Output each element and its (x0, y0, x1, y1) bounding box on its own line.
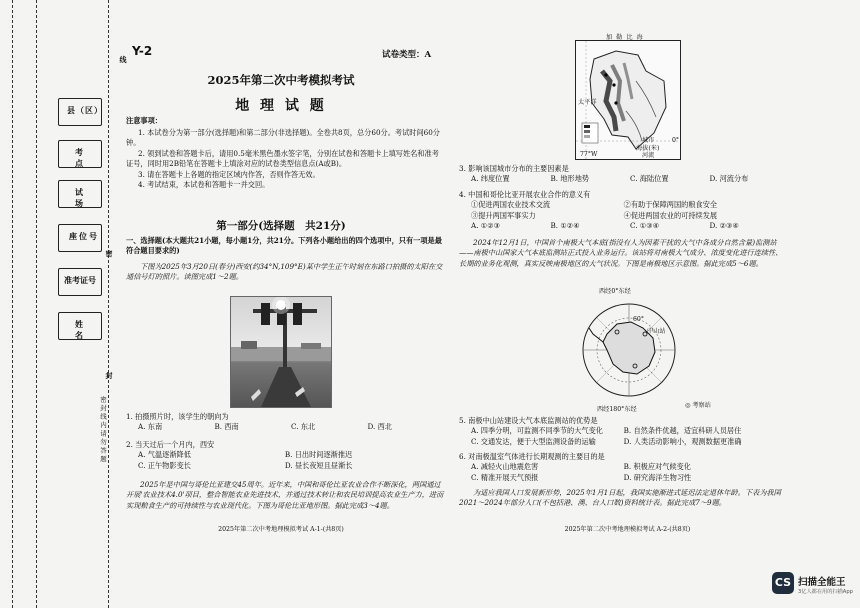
question-stem: 2. 当天过后一个月内，西安 (126, 440, 215, 449)
binding-dash-line (108, 0, 109, 608)
option-a[interactable]: A. 纬度位置 (471, 174, 510, 184)
option-a[interactable]: A. 气温逐渐降低 (138, 450, 191, 460)
question-options (126, 450, 444, 471)
legend-elevation: 海拔(米) (636, 145, 660, 152)
question-stem: 5. 南极中山站建设大气本底监测站的优势是 (459, 416, 598, 425)
notes-list (126, 128, 442, 191)
binding-dash-line (12, 0, 13, 608)
watermark-subtitle: 3亿人都在用的扫描App (798, 589, 853, 595)
option-b[interactable]: B. 地形地势 (550, 174, 590, 184)
passage-3-4: 2025年是中国与哥伦比亚建交45周年。近年来，中国和哥伦比亚农业合作不断深化，两国通过开展'农业技术4.0'项目，整合智能农业先进技术，并通过技术转让和农民培训提高农业生产力，进而实现粮食生产的可持续性与农业现代化。下图为哥伦比亚地形图。据此完成3～4题。 (126, 480, 444, 510)
label-longitude: 77°W (580, 151, 598, 158)
field-exam-site[interactable]: 考点 (58, 140, 102, 168)
option-b[interactable]: B. 积极应对气候变化 (623, 462, 691, 472)
scanner-watermark (772, 572, 858, 602)
label-caribbean: 加勒比海 (606, 34, 647, 41)
mark-secret: 密 (105, 250, 114, 259)
question-stem: 6. 对南极温室气体进行长期观测的主要目的是 (459, 452, 605, 461)
option-d[interactable]: D. 人类活动影响小，观测数据更准确 (623, 436, 742, 446)
option-c[interactable]: C. 交通发达，便于大型监测设备的运输 (471, 436, 596, 446)
option-d[interactable]: D. 河流分布 (709, 174, 749, 184)
label-meridian-0: 西经0°东经 (599, 288, 631, 295)
option-c[interactable]: C. 东北 (291, 422, 316, 432)
question-1 (126, 412, 444, 433)
antarctica-map-icon (573, 294, 685, 406)
seal-warning: 密封线内请勿答题 (99, 396, 107, 464)
field-county[interactable]: 县（区） (58, 98, 102, 126)
photo-intro: 下图为2025年3月20日(春分)西安(约34°N,109°E)某中学生正午时刻在东路口拍摄的太阳在交通信号灯的照片。读图完成1～2题。 (126, 262, 443, 282)
question-2 (126, 440, 444, 471)
statement: ②有助于保障两国的粮食安全 (623, 200, 718, 210)
option-d[interactable]: D. ②③④ (709, 221, 739, 231)
note-item: 1. 本试卷分为第一部分(选择题)和第二部分(非选择题)。全卷共8页，总分60分。考试时间60分钟。 (126, 128, 440, 148)
label-meridian-180: 西经180°东经 (597, 406, 637, 413)
question-4 (459, 190, 789, 232)
note-item: 3. 请在答题卡上各题的指定区域内作答，否则作答无效。 (138, 169, 320, 179)
colombia-terrain-map (575, 34, 681, 160)
page-footer-left: 2025年第二次中考地理模拟考试 A-1-(共8页) (218, 526, 344, 533)
question-options (459, 221, 789, 231)
passage-5-6: 2024年12月1日，中国首个南极大气本底(指没有人为因素干扰的大气中各成分自然含量)监测站——南极中山国家大气本底监测站正式投入业务运行。该站将对南极大气成分、浓度变化进行连续性、长期的业务化观测，真实反映南极地区的大气状况。下图是南极地区示意图。据此完成5～6题。 (459, 238, 783, 268)
statement: ④促进两国农业的可持续发展 (623, 210, 718, 220)
question-options (126, 422, 444, 432)
option-c[interactable]: C. 海陆位置 (630, 174, 669, 184)
option-c[interactable]: C. 正午物影变长 (138, 460, 191, 470)
paper-type: 试卷类型：A (382, 50, 432, 60)
question-stem: 3. 影响该国城市分布的主要因素是 (459, 164, 569, 173)
field-exam-room[interactable]: 试场 (58, 180, 102, 208)
legend-station: ◎ 考察站 (685, 402, 711, 409)
statement: ③提升两国军事实力 (471, 210, 536, 220)
option-d[interactable]: D. 昼长夜短且昼渐长 (284, 460, 353, 470)
option-a[interactable]: A. ①②③ (471, 221, 501, 231)
question-options (459, 462, 789, 483)
label-zhongshan: 中山站 (647, 328, 666, 335)
option-c[interactable]: C. ①③④ (630, 221, 660, 231)
label-equator: 0° (672, 137, 680, 144)
option-d[interactable]: D. 研究海洋生物习性 (623, 472, 692, 482)
binding-dash-line (36, 0, 37, 608)
field-seat-number[interactable]: 座位号 (58, 224, 102, 252)
mark-line: 线 (119, 56, 128, 65)
notes-title: 注意事项： (126, 116, 162, 125)
legend-city: 城市 (642, 137, 655, 144)
mark-seal: 封 (105, 372, 114, 381)
option-b[interactable]: B. ①②④ (550, 221, 580, 231)
label-pacific: 太平洋 (578, 99, 597, 106)
watermark-name: 扫描全能王 (798, 577, 846, 588)
antarctica-polar-map (573, 288, 711, 413)
field-admission-number[interactable]: 准考证号 (58, 268, 102, 296)
traffic-light-photo (230, 296, 332, 408)
page-right (455, 0, 800, 608)
binding-strip (0, 0, 128, 608)
label-lat-60: 60° (633, 316, 644, 323)
question-6 (459, 452, 789, 483)
paper-code: Y-2 (132, 44, 153, 58)
note-item: 4. 考试结束，本试卷和答题卡一并交回。 (138, 180, 270, 190)
field-name[interactable]: 姓名 (58, 312, 102, 340)
question-options (459, 426, 789, 447)
option-c[interactable]: C. 精准开展天气预报 (471, 472, 539, 482)
option-d[interactable]: D. 西北 (367, 422, 392, 432)
option-a[interactable]: A. 四季分明，可监测不同季节的大气变化 (471, 426, 603, 436)
option-b[interactable]: B. 西南 (214, 422, 239, 432)
option-a[interactable]: A. 东南 (138, 422, 163, 432)
question-stem: 1. 拍摄照片时，该学生的朝向为 (126, 412, 229, 421)
page-left (112, 0, 450, 608)
passage-7-9: 为适应我国人口发展新形势，2025年1月1日起，我国实施渐进式延迟法定退休年龄。下表为我国2021～2024年部分人口(不包括港、澳、台人口数)资料统计表。据此完成7～9题。 (459, 488, 781, 508)
page-footer-right: 2025年第二次中考地理模拟考试 A-2-(共8页) (564, 526, 691, 533)
choice-instruction: 一、选择题(本大题共21小题，每小题1分，共21分。下列各小题给出的四个选项中，只有一项是最符合题目要求的) (126, 236, 442, 256)
legend-river: 河流 (642, 152, 655, 159)
question-stem: 4. 中国和哥伦比亚开展农业合作的意义有 (459, 190, 591, 199)
question-options (459, 174, 789, 184)
camscanner-logo-icon: CS (772, 572, 794, 594)
subject-title: 地 理 试 题 (235, 98, 327, 114)
question-5 (459, 416, 789, 447)
part1-title: 第一部分(选择题 共21分) (216, 220, 346, 232)
option-b[interactable]: B. 自然条件优越，适宜科研人员居住 (623, 426, 742, 436)
question-3 (459, 164, 789, 185)
exam-title: 2025年第二次中考模拟考试 (207, 73, 355, 87)
question-statements (459, 200, 789, 221)
statement: ①促进两国农业技术交流 (471, 200, 551, 210)
option-b[interactable]: B. 日出时间逐渐推迟 (284, 450, 353, 460)
traffic-light-icon (231, 297, 331, 407)
note-item: 2. 领到试卷和答题卡后，请用0.5毫米黑色墨水签字笔，分别在试卷和答题卡上填写姓名和准考证号，同时用2B铅笔在答题卡上填涂对应的试卷类型信息点(A或B)。 (126, 148, 439, 169)
option-a[interactable]: A. 减轻火山地震危害 (471, 462, 539, 472)
